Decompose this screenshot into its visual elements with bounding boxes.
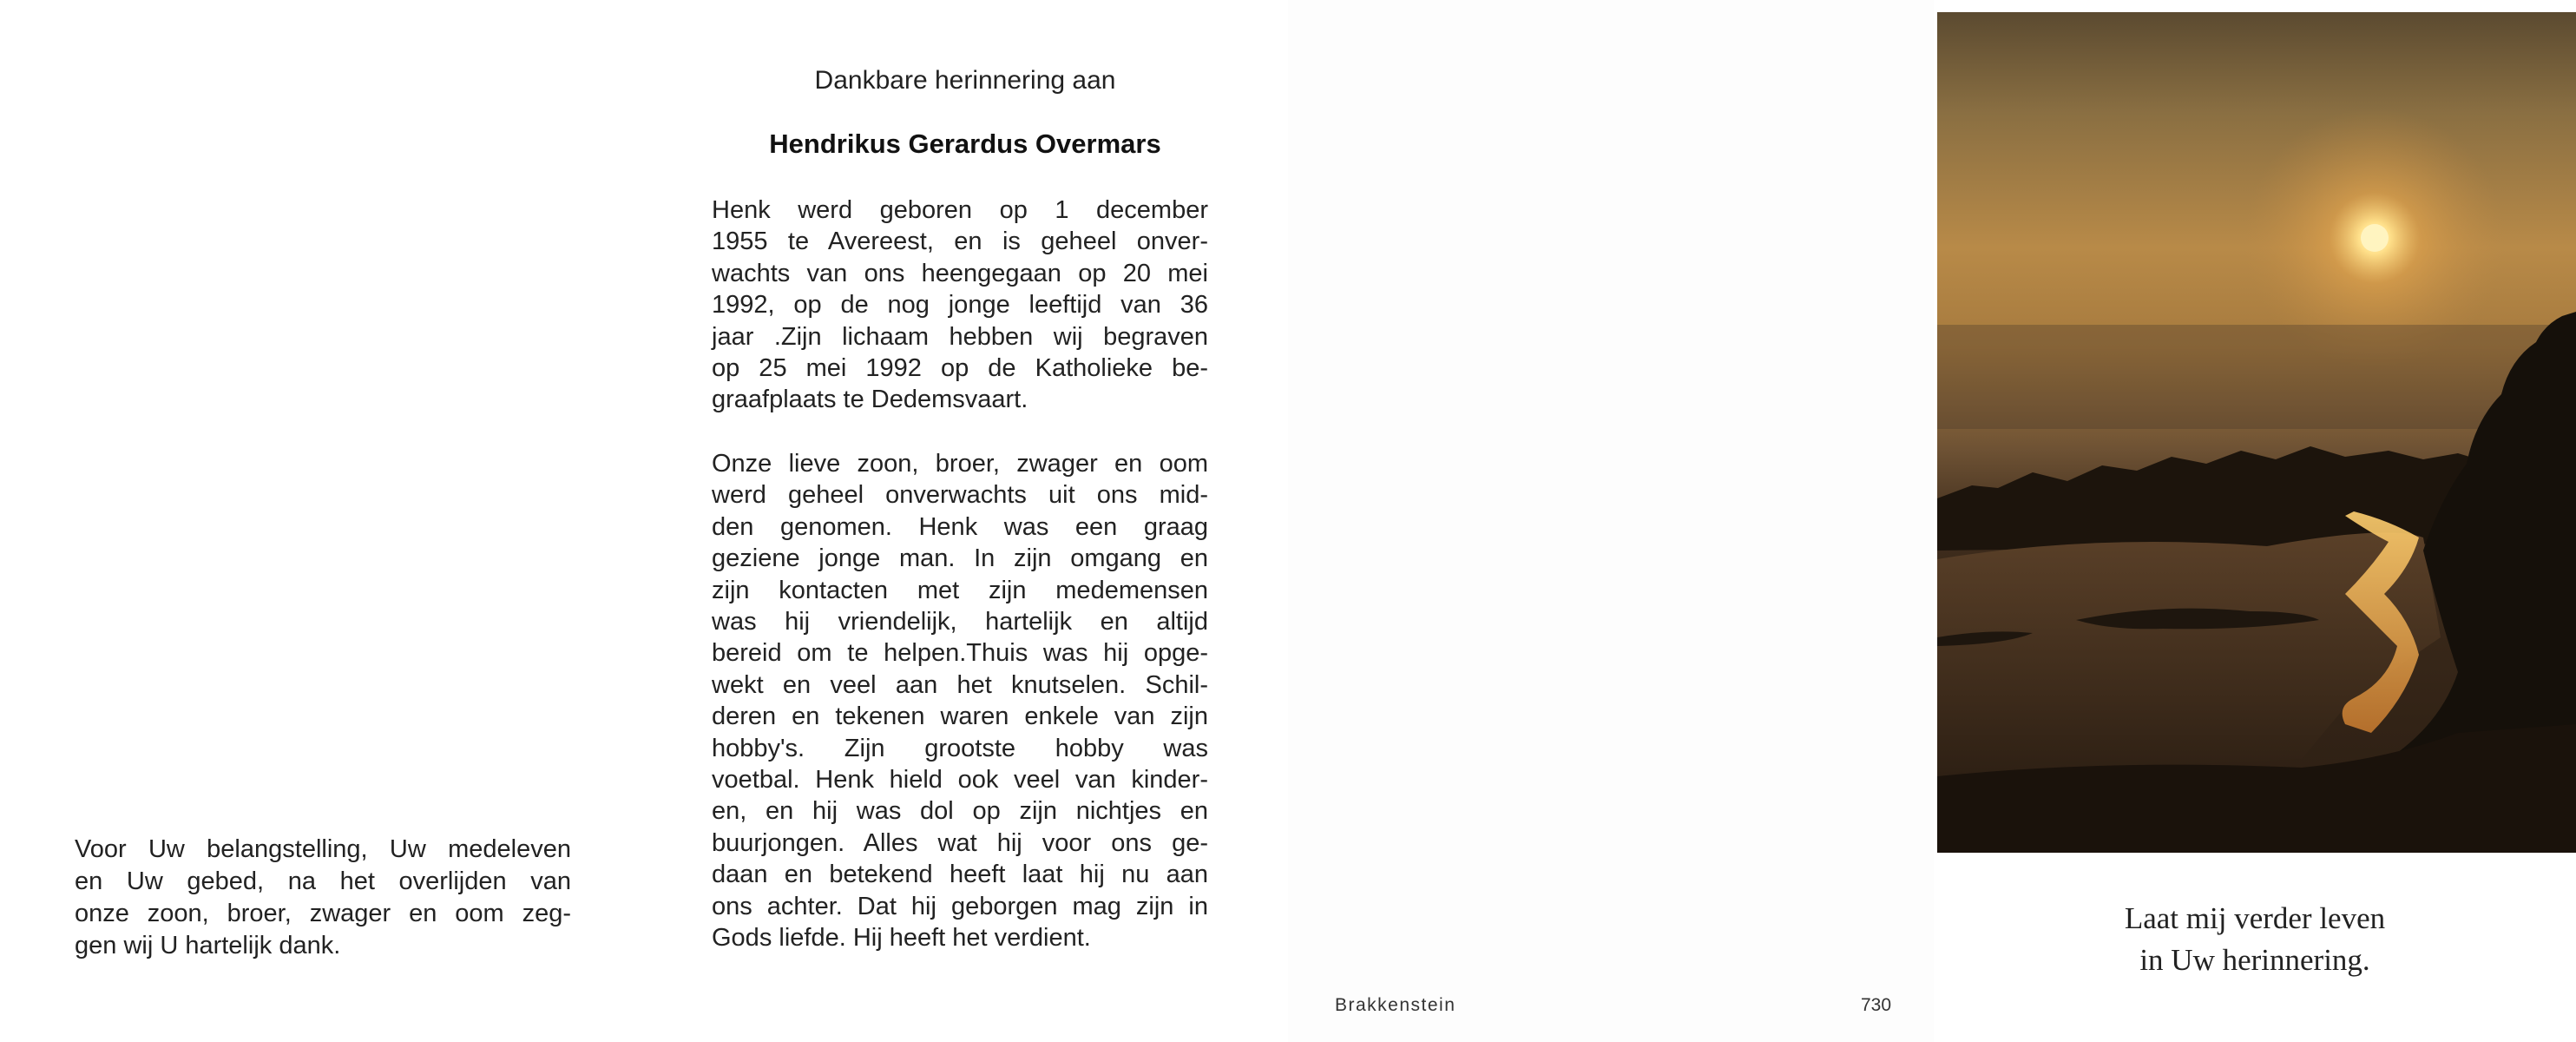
text-line: Henk werd geboren op 1 december <box>712 196 1208 224</box>
sun <box>2361 224 2389 252</box>
text-line: op 25 mei 1992 op de Katholieke be- <box>712 354 1208 383</box>
text-line: werd geheel onverwachts uit ons mid- <box>712 481 1208 510</box>
cover-panel <box>1934 0 2576 1042</box>
memorial-quote <box>1934 898 2576 981</box>
text-line: bereid om te helpen.Thuis was hij opge- <box>712 639 1208 668</box>
thanks-line: gen wij U hartelijk dank. <box>75 932 341 960</box>
quote-line: Laat mij verder leven <box>2124 901 2386 935</box>
back-panel <box>1288 0 1934 1042</box>
text-line: zijn kontacten met zijn medemensen <box>712 576 1208 604</box>
text-line: voetbal. Henk hield ook veel van kinder- <box>712 766 1208 795</box>
text-line: deren en tekenen waren enkele van zijn <box>712 702 1208 731</box>
memorial-panel <box>642 0 1288 1042</box>
text-line: Gods liefde. Hij heeft het verdient. <box>712 924 1091 953</box>
publisher-imprint: Brakkenstein <box>1335 995 1456 1015</box>
text-line: wachts van ons heengegaan op 20 mei <box>712 259 1208 287</box>
text-line: buurjongen. Alles wat hij voor ons ge- <box>712 828 1208 857</box>
deceased-name: Hendrikus Gerardus Overmars <box>769 129 1161 159</box>
thanks-line: onze zoon, broer, zwager en oom zeg- <box>75 900 571 927</box>
thanks-line: en Uw gebed, na het overlijden van <box>75 867 571 895</box>
sunset-river-photo <box>1937 12 2576 853</box>
tribute-paragraph <box>712 448 1208 954</box>
text-line: den genomen. Henk was een graag <box>712 512 1208 541</box>
thanks-line: Voor Uw belangstelling, Uw medeleven <box>75 835 571 863</box>
text-line: 1992, op de nog jonge leeftijd van 36 <box>712 291 1208 320</box>
text-line: 1955 te Avereest, en is geheel onver- <box>712 228 1208 256</box>
text-line: hobby's. Zijn grootste hobby was <box>712 734 1208 762</box>
text-line: graafplaats te Dedemsvaart. <box>712 386 1028 414</box>
text-line: wekt en veel aan het knutselen. Schil- <box>712 670 1208 699</box>
quote-line: in Uw herinnering. <box>2139 943 2370 977</box>
text-line: Onze lieve zoon, broer, zwager en oom <box>712 450 1208 478</box>
thanks-text <box>75 834 571 962</box>
intro-heading: Dankbare herinnering aan <box>814 66 1116 95</box>
text-line: ons achter. Dat hij geborgen mag zijn in <box>712 892 1208 920</box>
text-line: en, en hij was dol op zijn nichtjes en <box>712 797 1208 826</box>
text-line: was hij vriendelijk, hartelijk en altijd <box>712 608 1208 636</box>
biography-paragraph <box>712 195 1208 416</box>
text-line: geziene jonge man. In zijn omgang en <box>712 544 1208 573</box>
text-line: jaar .Zijn lichaam hebben wij begraven <box>712 322 1208 351</box>
card-number: 730 <box>1861 995 1892 1015</box>
text-line: daan en betekend heeft laat hij nu aan <box>712 861 1208 889</box>
thanks-panel <box>0 0 642 1042</box>
